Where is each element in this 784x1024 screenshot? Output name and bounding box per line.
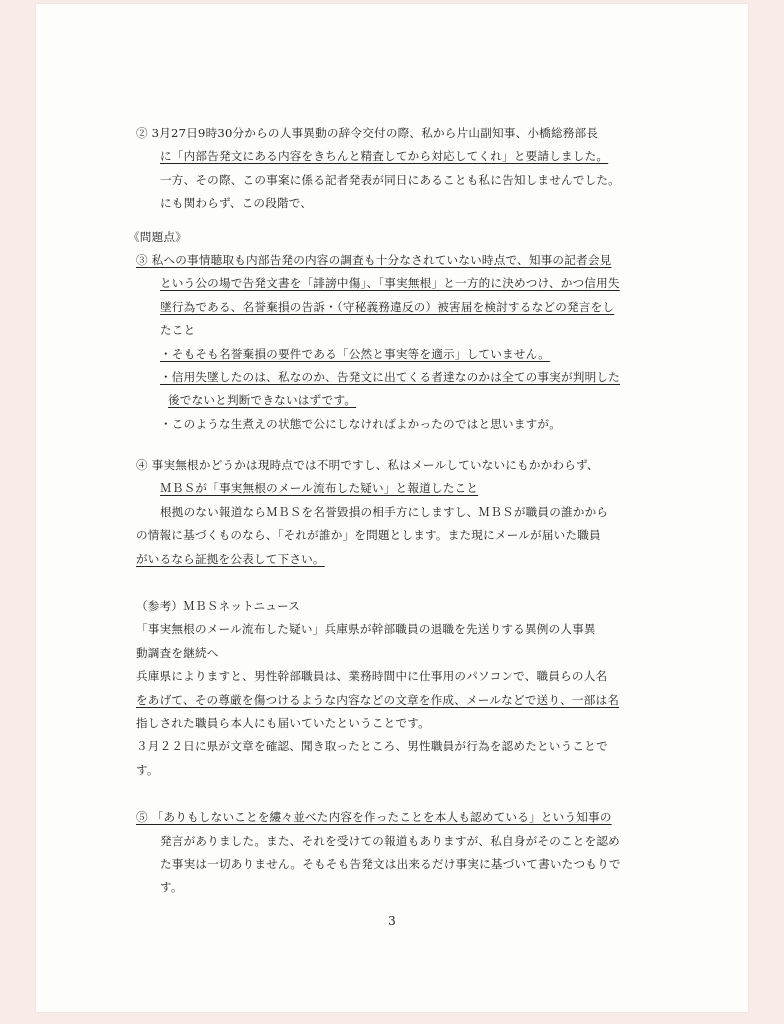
text-line: の情報に基づくものなら、「それが誰か」を問題とします。また現にメールが届いた職員 — [136, 528, 601, 543]
bullet-item: ・このような生煮えの状態で公にしなければよかったのではと思いますが。 — [160, 416, 561, 431]
text-line: た事実は一切ありません。そもそも告発文は出来るだけ事実に基づいて書いたつもりで — [160, 856, 621, 871]
text-line: 兵庫県によりますと、男性幹部職員は、業務時間中に仕事用のパソコンで、職員らの人名 — [136, 669, 608, 684]
text-line: がいるなら証拠を公表して下さい。 — [136, 551, 325, 566]
text-line: ⑤ 「ありもしないことを縷々並べた内容を作ったことを本人も認めている」という知事の — [136, 810, 612, 825]
text-line: という公の場で告発文書を「誹謗中傷」、「事実無根」と一方的に決めつけ、かつ信用失 — [160, 276, 620, 291]
bullet-item: 後でないと判断できないはずです。 — [168, 393, 357, 408]
document-body — [128, 122, 621, 900]
section-heading: 《問題点》 — [128, 229, 187, 244]
document-page — [36, 4, 748, 1012]
text-line: ④ 事実無根かどうかは現時点では不明ですし、私はメールしていないにもかかわらず、 — [136, 458, 599, 473]
text-line: たこと — [160, 323, 196, 338]
text-line: ３月２２日に県が文章を確認、聞き取ったところ、男性職員が行為を認めたということで — [136, 739, 608, 754]
text-line: ＭＢＳが「事実無根のメール流布した疑い」と報道したこと — [160, 481, 479, 496]
text-line: 発言がありました。また、それを受けての報道もありますが、私自身がそのことを認め — [160, 833, 620, 848]
text-line: 動調査を継続へ — [136, 645, 219, 660]
text-line: ② 3月27日9時30分からの人事異動の辞令交付の際、私から片山副知事、小橋総務部長 — [136, 126, 599, 140]
text-line: 「事実無根のメール流布した疑い」兵庫県が幹部職員の退職を先送りする異例の人事異 — [136, 622, 596, 637]
text-line: す。 — [136, 762, 159, 777]
text-line: す。 — [160, 880, 183, 895]
bullet-item: ・信用失墜したのは、私なのか、告発文に出てくる者達なのかは全ての事実が判明した — [160, 369, 620, 384]
text-line: ③ 私への事情聴取も内部告発の内容の調査も十分なされていない時点で、知事の記者会見 — [136, 252, 612, 267]
text-line: をあげて、その尊厳を傷つけるような内容などの文章を作成、メールなどで送り、一部は名 — [136, 692, 620, 707]
text-line: 一方、その際、この事案に係る記者発表が同日にあることも私に告知しませんでした。 — [160, 172, 620, 187]
reference-heading: （参考）ＭＢＳネットニュース — [136, 599, 301, 614]
text-line: に「内部告発文にある内容をきちんと精査してから対応してくれ」と要請しました。 — [160, 149, 609, 164]
bullet-item: ・そもそも名誉棄損の要件である「公然と事実等を適示」していません。 — [160, 346, 550, 361]
text-line: にも関わらず、この段階で、 — [160, 196, 313, 211]
page-number: 3 — [388, 914, 396, 928]
text-line: 指しされた職員ら本人にも届いていたということです。 — [136, 715, 430, 730]
text-line: 墜行為である、名誉棄損の告訴・（守秘義務違反の）被害届を検討するなどの発言をし — [160, 299, 615, 314]
text-line: 根拠のない報道ならＭＢＳを名誉毀損の相手方にしますし、ＭＢＳが職員の誰かから — [160, 504, 609, 519]
